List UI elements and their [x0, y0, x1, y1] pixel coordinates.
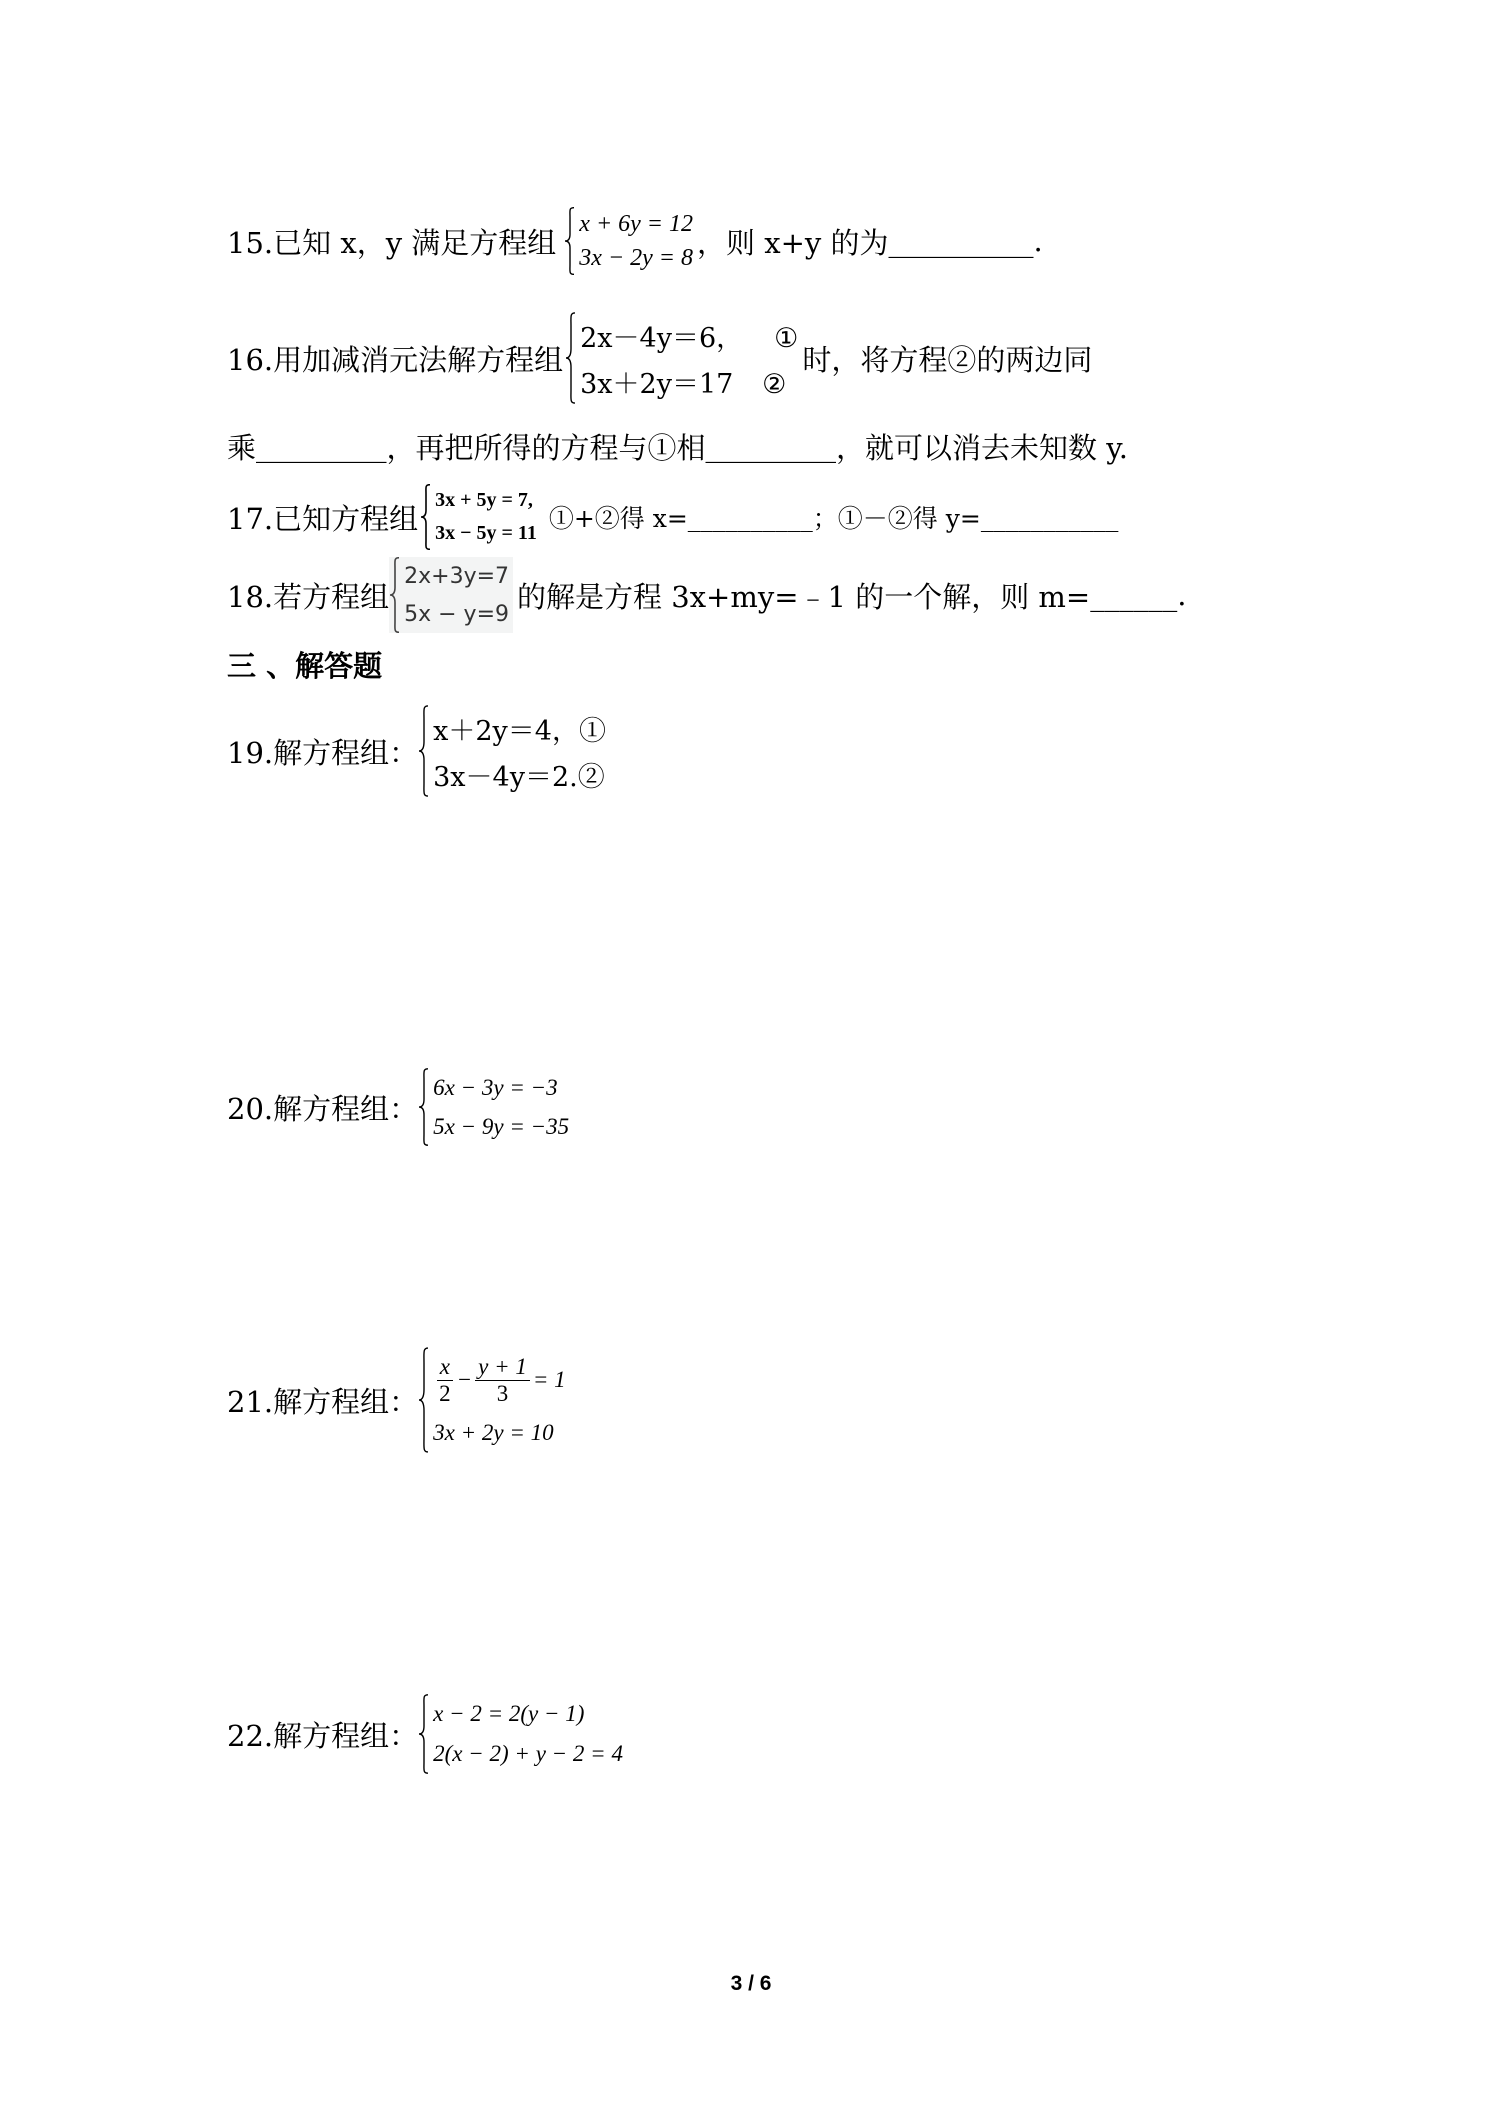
equation-1: x＋2y＝4，①: [433, 715, 606, 747]
question-19-prefix: 19.解方程组：: [227, 735, 419, 770]
question-22: [227, 1693, 627, 1775]
left-brace-icon: [389, 557, 401, 633]
right-hand-side: = 1: [532, 1367, 566, 1393]
equation-system: [565, 312, 798, 404]
left-brace-icon: [418, 1694, 430, 1774]
question-17-part-2: ①－②得 y=: [837, 504, 981, 533]
fraction-1-numerator: x: [437, 1354, 453, 1381]
question-15-prefix: 15.已知 x，y 满足方程组: [227, 225, 557, 260]
equation-1: 2x－4y＝6，: [580, 322, 744, 354]
equation-system: [418, 705, 606, 797]
operator: −: [456, 1367, 473, 1393]
continuation-end: ，就可以消去未知数 y.: [836, 430, 1128, 465]
answer-blank-y: ___________: [980, 502, 1119, 532]
left-brace-icon: [565, 312, 577, 404]
fraction-2-numerator: y + 1: [475, 1354, 530, 1381]
equation-2: 3x − 2y = 8: [579, 244, 693, 271]
fraction-1: [436, 1354, 454, 1408]
question-15: [227, 205, 1043, 277]
equation-lines: [433, 1068, 569, 1146]
question-22-prefix: 22.解方程组：: [227, 1718, 419, 1753]
equation-2-mark: ②: [762, 368, 787, 400]
equation-system: [389, 557, 513, 633]
question-19: [227, 703, 610, 799]
equation-1: [433, 1354, 566, 1408]
equation-lines: [433, 1347, 566, 1453]
question-15-end: .: [1033, 224, 1043, 258]
answer-blank-1: _________: [256, 429, 387, 463]
equation-lines: [435, 484, 537, 550]
answer-blank: ______: [1090, 578, 1178, 612]
equation-lines: [433, 1694, 623, 1774]
fraction-2: [475, 1354, 530, 1408]
equation-lines: [404, 557, 509, 633]
equation-1: x + 6y = 12: [579, 210, 693, 237]
equation-2: 3x－4y＝2.②: [433, 761, 605, 793]
question-16-prefix: 16.用加减消元法解方程组: [227, 342, 564, 377]
answer-blank-2: _________: [705, 429, 837, 463]
question-18: [227, 556, 1186, 634]
question-18-end: .: [1177, 578, 1187, 612]
equation-2: 3x − 5y = 11: [435, 522, 537, 544]
equation-system: [564, 207, 693, 275]
equation-2-line: [580, 362, 798, 401]
equation-2: 3x＋2y＝17: [580, 368, 734, 400]
equation-1: 3x + 5y = 7,: [435, 489, 533, 511]
answer-blank: __________: [888, 224, 1034, 258]
equation-1: x − 2 = 2(y − 1): [433, 1701, 585, 1726]
equation-1-line: [580, 316, 798, 355]
equation-system: [420, 484, 537, 550]
continuation-start: 乘: [227, 430, 257, 465]
question-17: [227, 480, 1118, 554]
left-brace-icon: [418, 1347, 430, 1453]
page-number: 3 / 6: [730, 1972, 772, 1995]
question-15-suffix: ，则 x+y 的为: [697, 225, 889, 260]
left-brace-icon: [418, 705, 430, 797]
fraction-2-denominator: 3: [496, 1380, 509, 1406]
equation-1-mark: ①: [774, 322, 799, 354]
equation-system: [418, 1068, 569, 1146]
question-20-prefix: 20.解方程组：: [227, 1091, 419, 1126]
answer-blank-x: __________: [687, 502, 813, 532]
equation-lines: [579, 207, 693, 275]
question-16-suffix: 时，将方程②的两边同: [802, 342, 1093, 377]
fraction-1-denominator: 2: [439, 1380, 451, 1406]
equation-2: 3x + 2y = 10: [433, 1420, 554, 1446]
question-17-part-1: ①+②得 x=: [548, 504, 688, 533]
left-brace-icon: [564, 207, 576, 275]
equation-lines: [580, 312, 798, 404]
continuation-middle: ，再把所得的方程与①相: [386, 430, 706, 465]
section-heading: 三 、解答题: [227, 648, 383, 683]
question-20: [227, 1066, 573, 1148]
question-16-continuation: [227, 424, 1128, 468]
question-18-suffix: 的解是方程 3x+my=﹣1 的一个解，则 m=: [517, 579, 1091, 614]
question-16: [227, 310, 1092, 406]
left-brace-icon: [420, 484, 432, 550]
equation-system: [418, 1347, 566, 1453]
left-brace-icon: [418, 1068, 430, 1146]
equation-2: 2(x − 2) + y − 2 = 4: [433, 1741, 623, 1766]
question-21-prefix: 21.解方程组：: [227, 1384, 419, 1419]
equation-2: 5x − y=9: [404, 601, 510, 627]
equation-lines: [433, 705, 606, 797]
equation-2: 5x − 9y = −35: [433, 1113, 570, 1139]
question-17-separator: ；: [812, 504, 838, 533]
question-21: [227, 1345, 570, 1455]
equation-1: 6x − 3y = −3: [433, 1074, 558, 1100]
equation-system: [418, 1694, 623, 1774]
equation-1: 2x+3y=7: [404, 563, 510, 589]
question-18-prefix: 18.若方程组: [227, 579, 390, 614]
question-17-prefix: 17.已知方程组: [227, 501, 419, 536]
